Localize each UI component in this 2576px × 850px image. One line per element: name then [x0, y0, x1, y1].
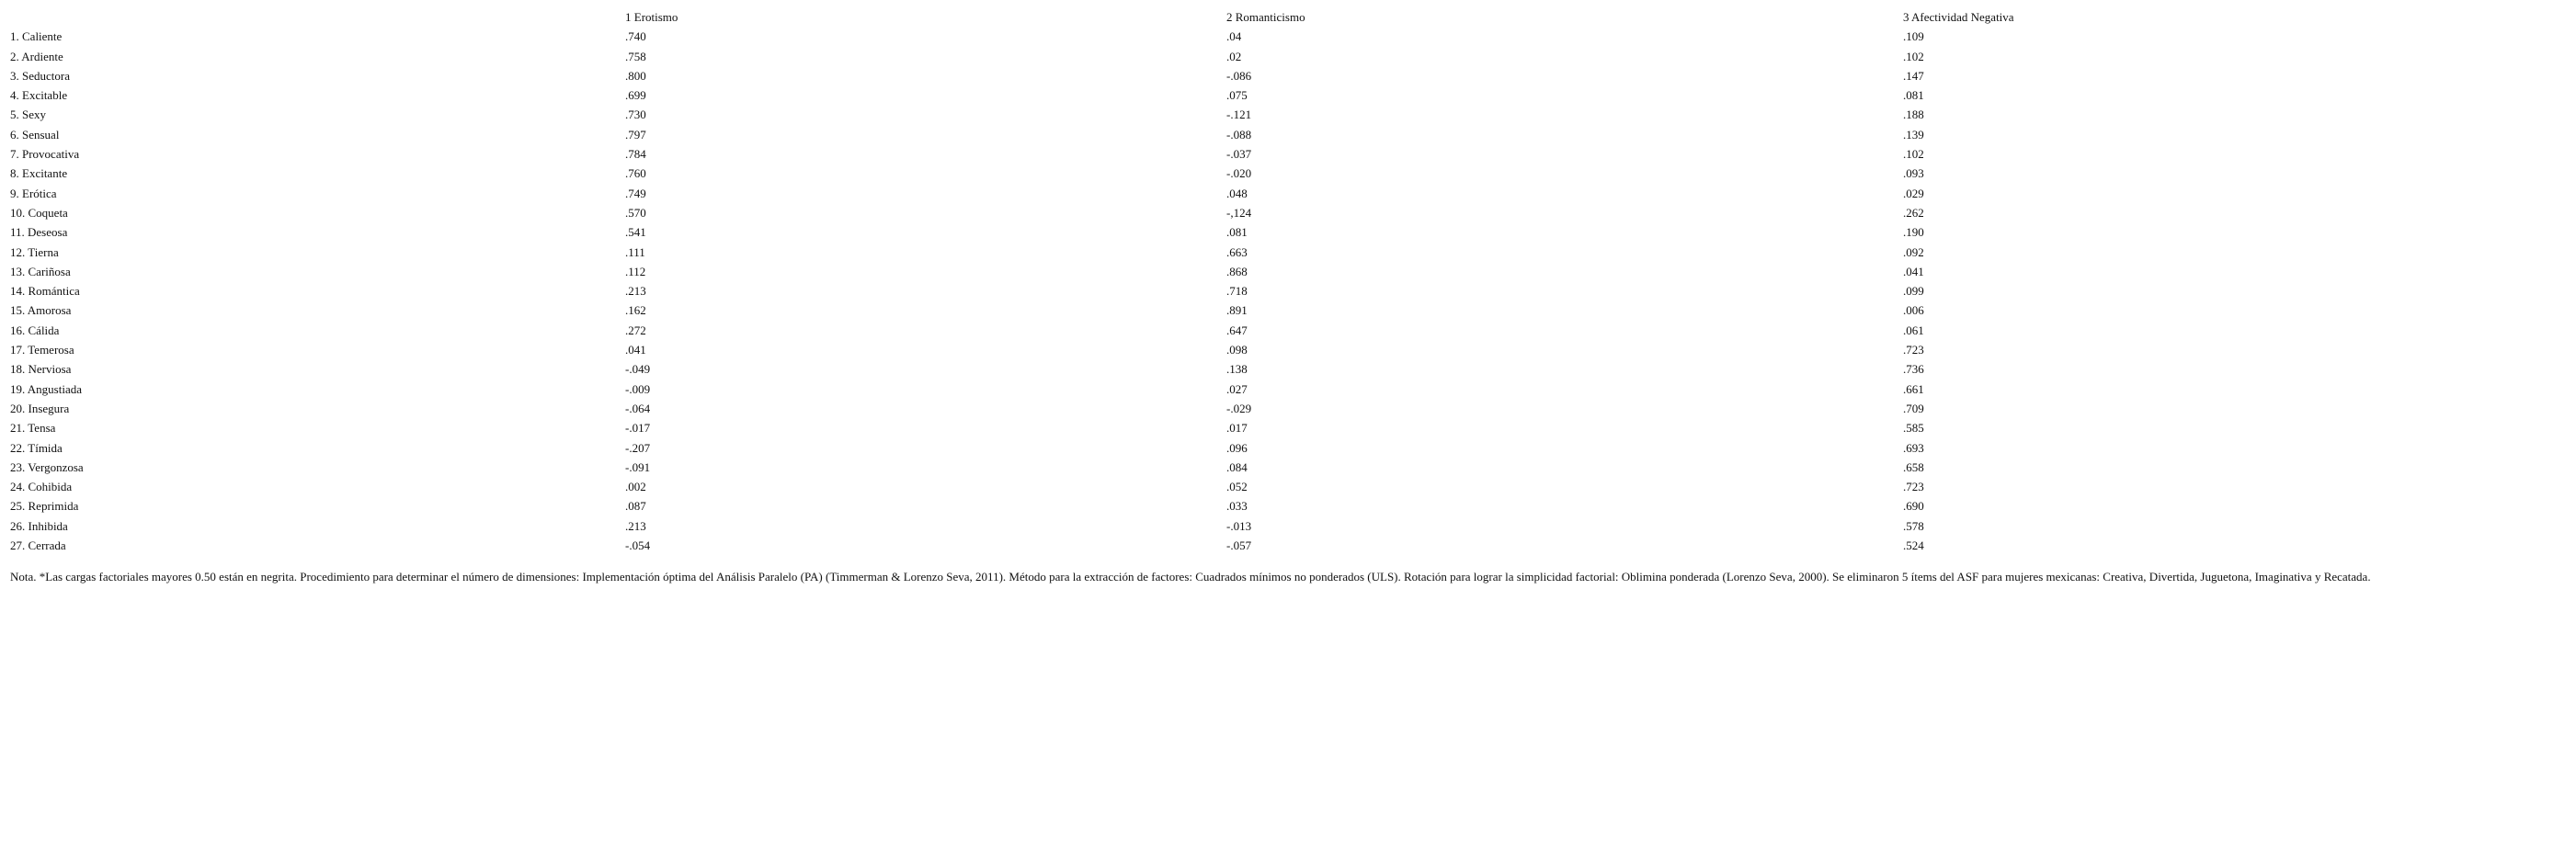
item-label: 15. Amorosa [10, 303, 72, 318]
loading-erotismo: .213 [625, 284, 646, 299]
table-row [10, 28, 2566, 48]
table-row [10, 302, 2566, 322]
header-erotismo: 1 Erotismo [625, 10, 678, 24]
table-row [10, 68, 2566, 87]
table-row [10, 381, 2566, 401]
loading-erotismo: .758 [625, 49, 646, 63]
loading-afectividad-negativa: .188 [1903, 108, 1924, 122]
table-row [10, 283, 2566, 302]
loading-romanticismo: -,124 [1226, 205, 1252, 220]
loading-romanticismo: -.013 [1226, 518, 1252, 533]
loading-romanticismo: .138 [1226, 362, 1248, 377]
factor-loadings-table [10, 9, 2566, 557]
item-label: 27. Cerrada [10, 538, 66, 553]
item-label: 5. Sexy [10, 108, 46, 122]
table-row [10, 459, 2566, 479]
table-row [10, 498, 2566, 517]
loading-erotismo: .800 [625, 68, 646, 83]
loading-erotismo: .213 [625, 518, 646, 533]
loading-romanticismo: .098 [1226, 343, 1248, 357]
loading-erotismo: -.054 [625, 538, 651, 553]
loading-romanticismo: -.086 [1226, 68, 1252, 83]
item-label: 24. Cohibida [10, 480, 73, 494]
loading-erotismo: .749 [625, 186, 646, 200]
loading-erotismo: .541 [625, 225, 646, 240]
loading-romanticismo: -.029 [1226, 401, 1252, 415]
loading-erotismo: -.091 [625, 459, 651, 474]
loading-afectividad-negativa: .709 [1903, 401, 1924, 415]
loading-afectividad-negativa: .061 [1903, 323, 1924, 337]
loading-romanticismo: .04 [1226, 29, 1242, 44]
loading-romanticismo: .048 [1226, 186, 1248, 200]
loading-afectividad-negativa: .262 [1903, 205, 1924, 220]
loading-erotismo: .041 [625, 343, 646, 357]
table-row [10, 205, 2566, 224]
item-label: 21. Tensa [10, 421, 56, 436]
item-label: 19. Angustiada [10, 381, 82, 396]
item-label: 16. Cálida [10, 323, 60, 337]
loading-erotismo: .730 [625, 108, 646, 122]
item-label: 17. Temerosa [10, 343, 74, 357]
table-note: Nota. *Las cargas factoriales mayores 0.50 están en negrita. Procedimiento para determinar el número de dimensiones: Implementación óptima del Análisis Paralelo (PA) (Timmerman & Lorenzo Seva, 2011). Método para la extracción de factores: Cuadrados mínimos no ponderados (ULS). Rotación para lograr la simplicidad factorial: Oblimina ponderada (Lorenzo Seva, 2000). Se eliminaron 5 ítems del ASF para mujeres mexicanas: Creativa, Divertida, Juguetona, Imaginativa y Recatada. [10, 570, 2371, 584]
item-label: 11. Deseosa [10, 225, 68, 240]
loading-romanticismo: -.020 [1226, 166, 1252, 181]
item-label: 18. Nerviosa [10, 362, 72, 377]
loading-afectividad-negativa: .006 [1903, 303, 1924, 318]
loading-afectividad-negativa: .092 [1903, 244, 1924, 259]
item-label: 20. Insegura [10, 401, 70, 415]
loading-afectividad-negativa: .029 [1903, 186, 1924, 200]
loading-erotismo: .111 [625, 244, 645, 259]
item-label: 13. Cariñosa [10, 264, 71, 278]
table-row [10, 49, 2566, 68]
loading-romanticismo: .081 [1226, 225, 1248, 240]
loading-afectividad-negativa: .658 [1903, 459, 1924, 474]
table-row [10, 538, 2566, 557]
loading-afectividad-negativa: .585 [1903, 421, 1924, 436]
table-row [10, 440, 2566, 459]
table-row [10, 420, 2566, 439]
loading-afectividad-negativa: .093 [1903, 166, 1924, 181]
loading-romanticismo: .868 [1226, 264, 1248, 278]
loading-romanticismo: .096 [1226, 440, 1248, 455]
loading-erotismo: -.009 [625, 381, 651, 396]
table-row [10, 342, 2566, 361]
table-row [10, 244, 2566, 264]
loading-afectividad-negativa: .736 [1903, 362, 1924, 377]
loading-romanticismo: .033 [1226, 499, 1248, 514]
loading-erotismo: .162 [625, 303, 646, 318]
loading-romanticismo: -.037 [1226, 147, 1252, 162]
table-row [10, 186, 2566, 205]
item-label: 14. Romántica [10, 284, 80, 299]
table-row [10, 127, 2566, 146]
loading-romanticismo: .017 [1226, 421, 1248, 436]
table-header-row [10, 9, 2566, 28]
loading-afectividad-negativa: .723 [1903, 480, 1924, 494]
header-romanticismo: 2 Romanticismo [1226, 10, 1305, 24]
item-label: 8. Excitante [10, 166, 68, 181]
loading-erotismo: .784 [625, 147, 646, 162]
table-row [10, 107, 2566, 126]
loading-erotismo: .699 [625, 88, 646, 103]
item-label: 10. Coqueta [10, 205, 68, 220]
item-label: 7. Provocativa [10, 147, 80, 162]
item-label: 2. Ardiente [10, 49, 63, 63]
item-label: 22. Tímida [10, 440, 63, 455]
loading-romanticismo: .052 [1226, 480, 1248, 494]
item-label: 12. Tierna [10, 244, 59, 259]
loading-afectividad-negativa: .041 [1903, 264, 1924, 278]
loading-romanticismo: .075 [1226, 88, 1248, 103]
loading-afectividad-negativa: .139 [1903, 127, 1924, 142]
loading-erotismo: -.049 [625, 362, 651, 377]
loading-afectividad-negativa: .109 [1903, 29, 1924, 44]
table-row [10, 87, 2566, 107]
loading-erotismo: -.207 [625, 440, 651, 455]
item-label: 4. Excitable [10, 88, 68, 103]
loading-romanticismo: -.121 [1226, 108, 1252, 122]
table-row [10, 401, 2566, 420]
table-row [10, 264, 2566, 283]
loading-erotismo: .272 [625, 323, 646, 337]
loading-romanticismo: .084 [1226, 459, 1248, 474]
loading-afectividad-negativa: .690 [1903, 499, 1924, 514]
loading-afectividad-negativa: .693 [1903, 440, 1924, 455]
table-row [10, 323, 2566, 342]
loading-erotismo: -.017 [625, 421, 651, 436]
loading-afectividad-negativa: .081 [1903, 88, 1924, 103]
table-row [10, 224, 2566, 244]
item-label: 25. Reprimida [10, 499, 79, 514]
loading-romanticismo: -.057 [1226, 538, 1252, 553]
item-label: 1. Caliente [10, 29, 63, 44]
loading-afectividad-negativa: .102 [1903, 147, 1924, 162]
item-label: 6. Sensual [10, 127, 60, 142]
table-body [10, 28, 2566, 557]
loading-erotismo: .570 [625, 205, 646, 220]
loading-afectividad-negativa: .723 [1903, 343, 1924, 357]
table-row [10, 518, 2566, 538]
loading-erotismo: .760 [625, 166, 646, 181]
loading-romanticismo: .027 [1226, 381, 1248, 396]
table-row [10, 165, 2566, 185]
item-label: 9. Erótica [10, 186, 57, 200]
loading-afectividad-negativa: .102 [1903, 49, 1924, 63]
loading-romanticismo: .647 [1226, 323, 1248, 337]
loading-afectividad-negativa: .524 [1903, 538, 1924, 553]
loading-erotismo: .797 [625, 127, 646, 142]
loading-erotismo: .740 [625, 29, 646, 44]
loading-romanticismo: -.088 [1226, 127, 1252, 142]
loading-erotismo: .002 [625, 480, 646, 494]
loading-afectividad-negativa: .147 [1903, 68, 1924, 83]
item-label: 3. Seductora [10, 68, 70, 83]
item-label: 23. Vergonzosa [10, 459, 84, 474]
loading-romanticismo: .663 [1226, 244, 1248, 259]
loading-erotismo: .112 [625, 264, 646, 278]
loading-afectividad-negativa: .578 [1903, 518, 1924, 533]
loading-afectividad-negativa: .190 [1903, 225, 1924, 240]
loading-erotismo: .087 [625, 499, 646, 514]
loading-romanticismo: .718 [1226, 284, 1248, 299]
loading-afectividad-negativa: .099 [1903, 284, 1924, 299]
item-label: 26. Inhibida [10, 518, 68, 533]
loading-romanticismo: .891 [1226, 303, 1248, 318]
table-row [10, 146, 2566, 165]
table-row [10, 361, 2566, 380]
table-row [10, 479, 2566, 498]
loading-erotismo: -.064 [625, 401, 651, 415]
header-afectividad-negativa: 3 Afectividad Negativa [1903, 10, 2014, 24]
loading-afectividad-negativa: .661 [1903, 381, 1924, 396]
loading-romanticismo: .02 [1226, 49, 1242, 63]
